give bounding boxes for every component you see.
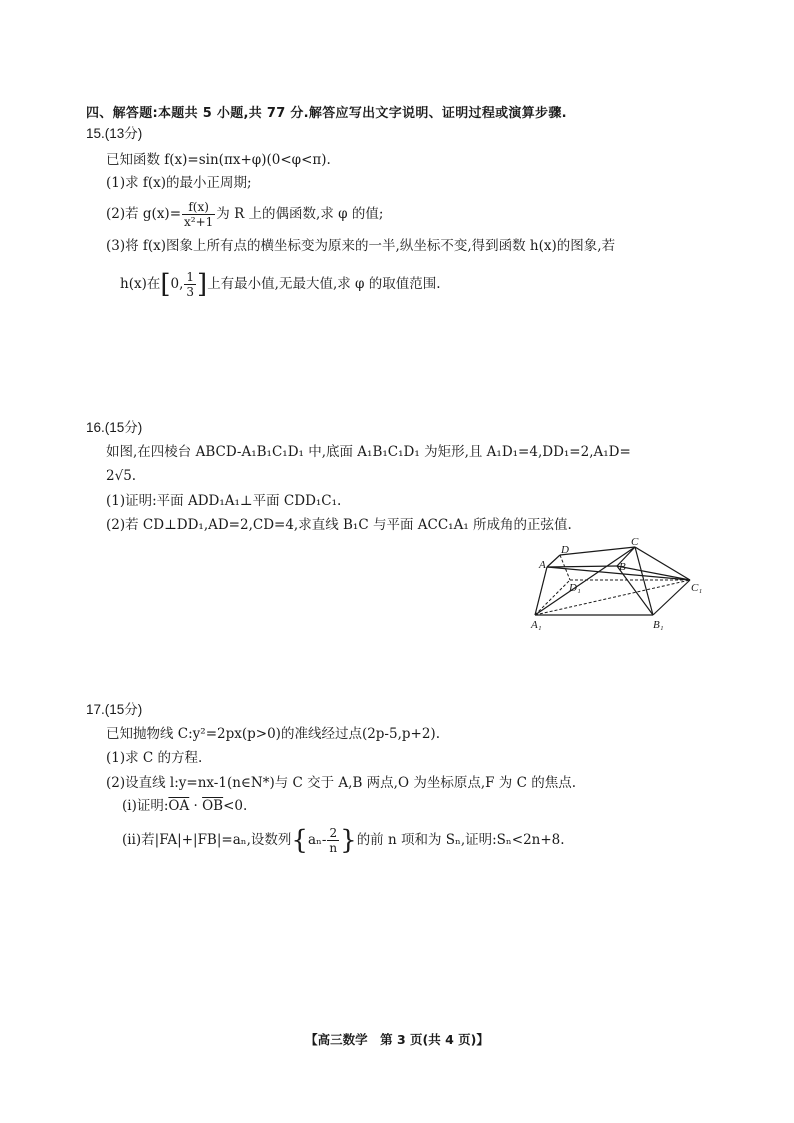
q15-part2-suffix: 为 R 上的偶函数,求 φ 的值; [216,206,384,222]
label-A: A [539,559,546,571]
q15-stem: 已知函数 f(x)=sin(πx+φ)(0<φ<π). [106,152,331,168]
q17-stem: 已知抛物线 C:y²=2px(p>0)的准线经过点(2p-5,p+2). [106,726,440,742]
label-B: B [619,561,626,573]
vector-OB: $\overline{OB}$ [202,798,224,814]
q15-part3-suffix: 上有最小值,无最大值,求 φ 的取值范围. [207,276,441,292]
q16-stem-line1: 如图,在四棱台 ABCD-A₁B₁C₁D₁ 中,底面 A₁B₁C₁D₁ 为矩形,且 A₁D₁=4,DD₁=2,A₁D= [106,444,631,460]
q17-part1: (1)求 C 的方程. [106,750,203,766]
label-D: D [561,544,569,556]
q17-part2-i-prefix: (ⅰ)证明: [122,798,169,814]
page-footer: 【高三数学 第 3 页(共 4 页)】 [305,1032,489,1047]
left-bracket-icon: [ [160,269,171,300]
edge-DD1-hidden [560,555,570,580]
q17-seq-left: aₙ- [307,832,327,848]
q15-part2-frac-num: f(x) [182,200,215,215]
q17-part2-i [122,796,247,816]
q15-part3-prefix: h(x)在 [120,276,161,292]
q16-stem-line2: 2√5. [106,468,137,484]
right-bracket-icon: ] [197,269,208,300]
edge-B1C1 [653,580,690,615]
q17-number: 17.(15分) [86,702,143,717]
q17-part2-ii-suffix: 的前 n 项和为 Sₙ,证明:Sₙ<2n+8. [356,832,565,848]
edge-A1D1-hidden [535,580,570,615]
q17-part2: (2)设直线 l:y=nx-1(n∈N*)与 C 交于 A,B 两点,O 为坐标原点,F 为 C 的焦点. [106,775,576,791]
label-A1: A₁ [531,619,542,631]
q15-part3-line2 [120,270,441,299]
q15-part2-prefix: (2)若 g(x)= [106,206,182,222]
q17-seq-fraction [327,826,339,855]
edge-A1C1-hidden [535,580,690,615]
frustum-figure [525,535,705,635]
q16-part1: (1)证明:平面 ADD₁A₁⊥平面 CDD₁C₁. [106,493,342,509]
right-brace-icon: } [340,825,357,856]
left-brace-icon: { [291,825,308,856]
edge-A1C [535,547,635,615]
q15-interval-left: 0, [170,276,184,292]
label-C1: C₁ [691,582,703,594]
q15-part2-fraction [182,200,215,229]
q16-part2: (2)若 CD⊥DD₁,AD=2,CD=4,求直线 B₁C 与平面 ACC₁A₁ 所成角的正弦值. [106,517,572,533]
q17-part2-ii [122,826,565,855]
dot-operator: · [189,798,203,814]
edge-DC [560,547,635,555]
q15-part3-line1: (3)将 f(x)图象上所有点的横坐标变为原来的一半,纵坐标不变,得到函数 h(x)的图象,若 [106,238,616,254]
q15-number: 15.(13分) [86,126,143,141]
q15-part3-fraction [184,270,196,299]
q17-part2-ii-prefix: (ⅱ)若|FA|+|FB|=aₙ,设数列 [122,832,292,848]
label-B1: B₁ [653,619,664,631]
q17-seq-frac-den: n [329,841,338,855]
vector-OA: $\overline{OA}$ [168,798,190,814]
q15-part3-frac-den: 3 [186,285,195,299]
q15-part1: (1)求 f(x)的最小正周期; [106,175,252,191]
edge-AD [547,555,560,567]
edge-B1C [635,547,653,615]
label-D1: D₁ [569,582,581,594]
q15-part3-frac-num: 1 [186,270,195,284]
q17-seq-frac-num: 2 [327,826,339,841]
section-header: 四、解答题:本题共 5 小题,共 77 分.解答应写出文字说明、证明过程或演算步骤. [86,106,567,121]
q17-part2-i-suffix: <0. [223,798,248,814]
q15-part2-frac-den: x²+1 [184,215,214,229]
label-C: C [631,536,639,548]
q15-part2 [106,200,383,229]
q16-number: 16.(15分) [86,420,143,435]
